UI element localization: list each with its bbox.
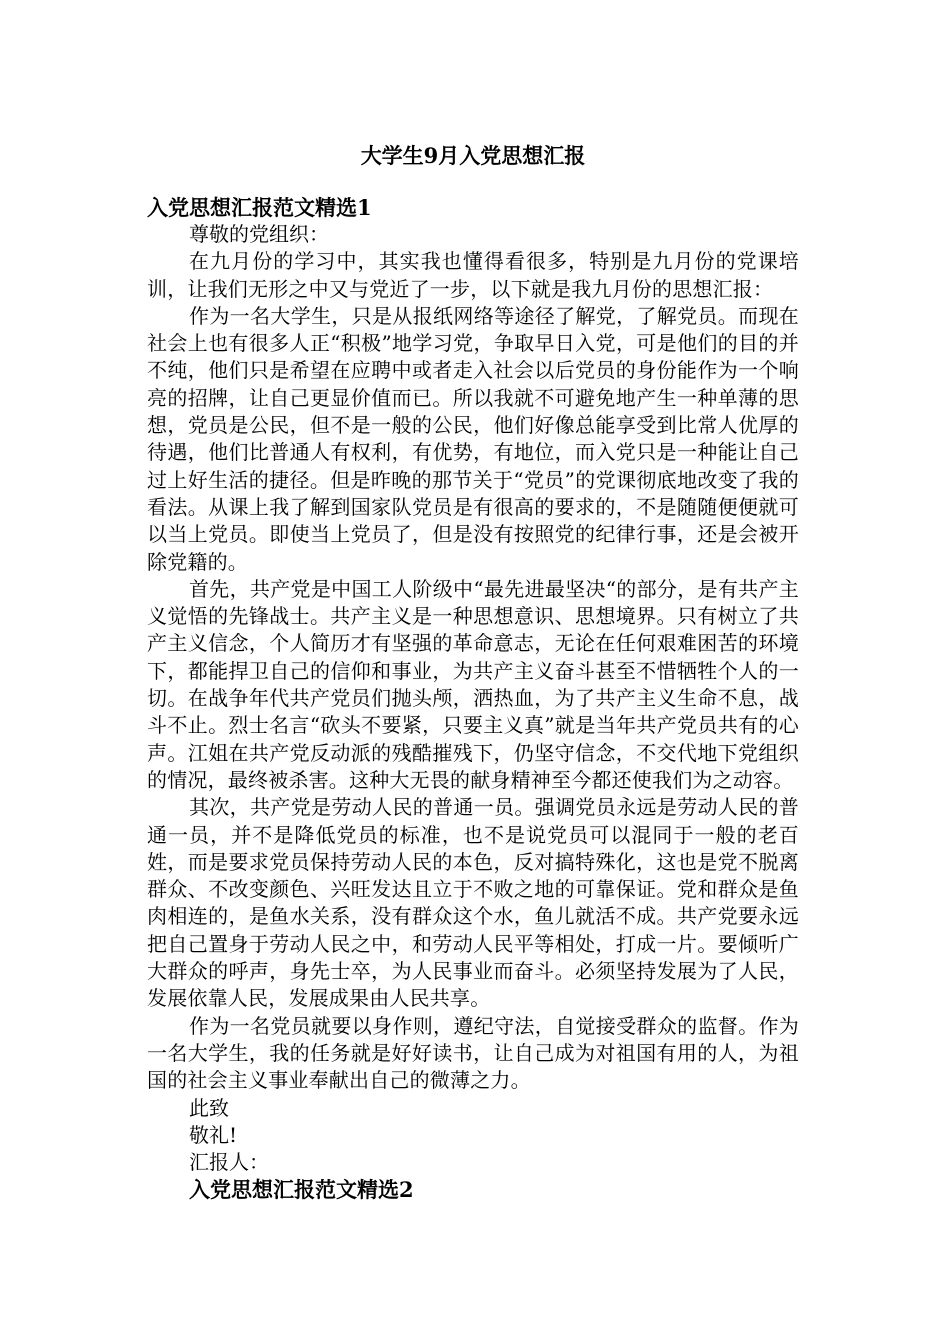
document-title: 大学生9月入党思想汇报: [360, 143, 586, 168]
paragraph-second-point: 其次，共产党是劳动人民的普通一员。强调党员永远是劳动人民的普通一员，并不是降低党员的标准，也不是说党员可以混同于一般的老百姓，而是要求党员保持劳动人民的本色，反对搞特殊化，这也是党不脱离群众、不改变颜色、兴旺发达且立于不败之地的可靠保证。党和群众是鱼肉相连的，是鱼水关系，没有群众这个水，鱼儿就活不成。共产党要永远把自己置身于劳动人民之中，和劳动人民平等相处，打成一片。要倾听广大群众的呼声，身先士卒，为人民事业而奋斗。必须坚持发展为了人民，发展依靠人民，发展成果由人民共享。: [147, 795, 799, 1011]
salutation: 尊敬的党组织：: [189, 222, 329, 246]
signature-label: 汇报人：: [189, 1150, 269, 1175]
paragraph-first-point: 首先，共产党是中国工人阶级中“最先进最坚决“的部分，是有共产主义觉悟的先锋战士。共产主义是一种思想意识、思想境界。只有树立了共产主义信念，个人简历才有坚强的革命意志，无论在任何艰难困苦的环境下，都能捍卫自己的信仰和事业，为共产主义奋斗甚至不惜牺牲个人的一切。在战争年代共产党员们抛头颅，洒热血，为了共产主义生命不息，战斗不止。烈士名言“砍头不要紧，只要主义真”就是当年共产党员共有的心声。江姐在共产党反动派的残酷摧残下，仍坚守信念，不交代地下党组织的情况，最终被杀害。这种大无畏的献身精神至今都还使我们为之动容。: [147, 576, 799, 792]
section-heading-1: 入党思想汇报范文精选1: [147, 195, 372, 220]
paragraph-intro: 在九月份的学习中，其实我也懂得看很多，特别是九月份的党课培训，让我们无形之中又与党近了一步，以下就是我九月份的思想汇报：: [147, 249, 799, 301]
paragraph-understanding: 作为一名大学生，只是从报纸网络等途径了解党，了解党员。而现在社会上也有很多人正“积极”地学习党，争取早日入党，可是他们的目的并不纯，他们只是希望在应聘中或者走入社会以后党员的身份能作为一个响亮的招牌，让自己更显价值而已。所以我就不可避免地产生一种单薄的思想，党员是公民，但不是一般的公民，他们好像总能享受到比常人优厚的待遇，他们比普通人有权利，有优势，有地位，而入党只是一种能让自己过上好生活的捷径。但是昨晚的那节关于“党员”的党课彻底地改变了我的看法。从课上我了解到国家队党员是有很高的要求的，不是随随便便就可以当上党员。即使当上党员了，但是没有按照党的纪律行事，还是会被开除党籍的。: [147, 303, 799, 574]
closing-jing-li: 敬礼!: [189, 1122, 238, 1147]
closing-ci-zhi: 此致: [189, 1095, 229, 1120]
paragraph-conclusion: 作为一名党员就要以身作则，遵纪守法，自觉接受群众的监督。作为一名大学生，我的任务就是好好读书，让自己成为对祖国有用的人，为祖国的社会主义事业奉献出自己的微薄之力。: [147, 1013, 799, 1093]
document-page: [147, 140, 799, 1203]
section-heading-2: 入党思想汇报范文精选2: [189, 1177, 414, 1203]
